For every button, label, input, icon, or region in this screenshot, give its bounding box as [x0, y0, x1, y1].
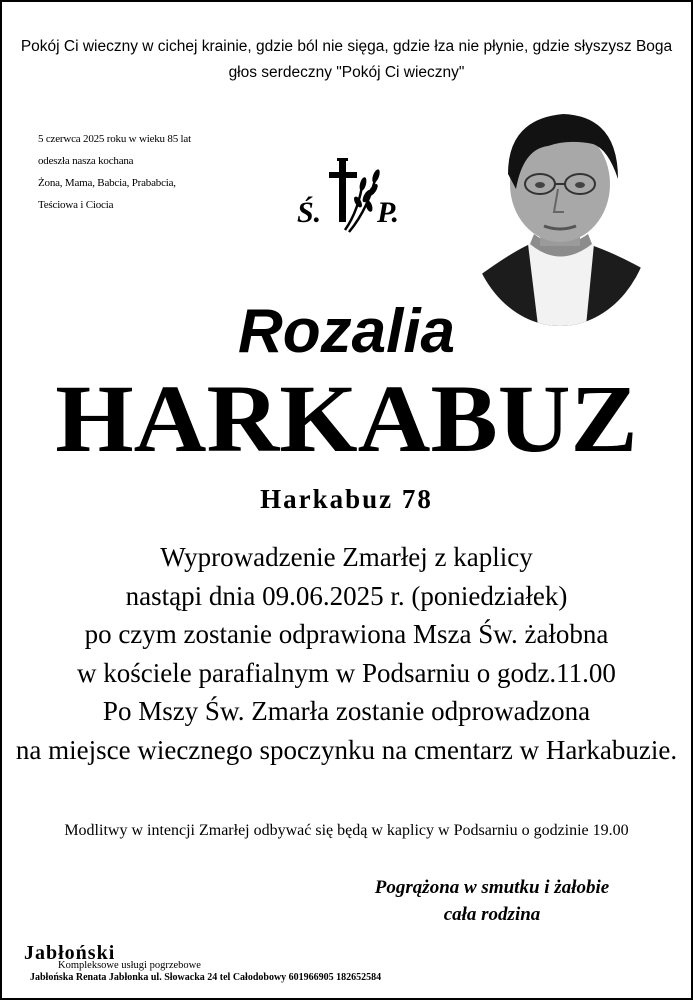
sp-emblem-left-text: Ś.: [297, 196, 322, 229]
death-info: [38, 128, 191, 216]
mourners-signature: [292, 874, 692, 928]
announcement-line: Wyprowadzenie Zmarłej z kaplicy: [160, 542, 533, 572]
funeral-home-address: Jabłońska Renata Jabłonka ul. Słowacka 24 tel Całodobowy 601966905 182652584: [30, 972, 382, 983]
funeral-home-subtitle: Kompleksowe usługi pogrzebowe: [58, 960, 201, 971]
deceased-last-name: HARKABUZ: [55, 365, 638, 472]
death-info-line: Żona, Mama, Babcia, Prababcia,: [38, 177, 176, 189]
announcement-line: po czym zostanie odprawiona Msza Św. żałobna: [84, 619, 609, 649]
deceased-address: Harkabuz 78: [260, 484, 433, 514]
mourners-line: cała rodzina: [443, 904, 541, 925]
sp-emblem: [297, 150, 407, 245]
announcement-line: w kościele parafialnym w Podsarniu o godz.11.00: [77, 657, 616, 688]
prayers-info: Modlitwy w intencji Zmarłej odbywać się będą w kaplicy w Podsarniu o godzinie 19.00: [64, 822, 629, 839]
death-info-line: 5 czerwca 2025 roku w wieku 85 lat: [38, 133, 191, 145]
announcement-line: Po Mszy Św. Zmarła zostanie odprowadzona: [102, 696, 591, 726]
poem-line-2: głos serdeczny "Pokój Ci wieczny": [228, 64, 465, 81]
deceased-first-name: Rozalia: [237, 297, 456, 366]
funeral-home-logo: Jabłoński: [24, 942, 116, 964]
announcement-line: nastąpi dnia 09.06.2025 r. (poniedziałek): [125, 580, 568, 611]
mourners-line: Pogrążona w smutku i żałobie: [374, 877, 610, 898]
death-info-line: odeszła nasza kochana: [38, 155, 134, 167]
poem-line-1: Pokój Ci wieczny w cichej krainie, gdzie ból nie sięga, gdzie łza nie płynie, gdzie słyszysz Boga: [20, 38, 673, 55]
sp-emblem-right-text: P.: [377, 196, 399, 229]
cross-with-wheat-icon: [329, 158, 381, 232]
death-info-line: Teściowa i Ciocia: [38, 199, 114, 211]
funeral-announcement: [2, 538, 691, 769]
announcement-line: na miejsce wiecznego spoczynku na cmentarz w Harkabuzie.: [15, 734, 678, 765]
